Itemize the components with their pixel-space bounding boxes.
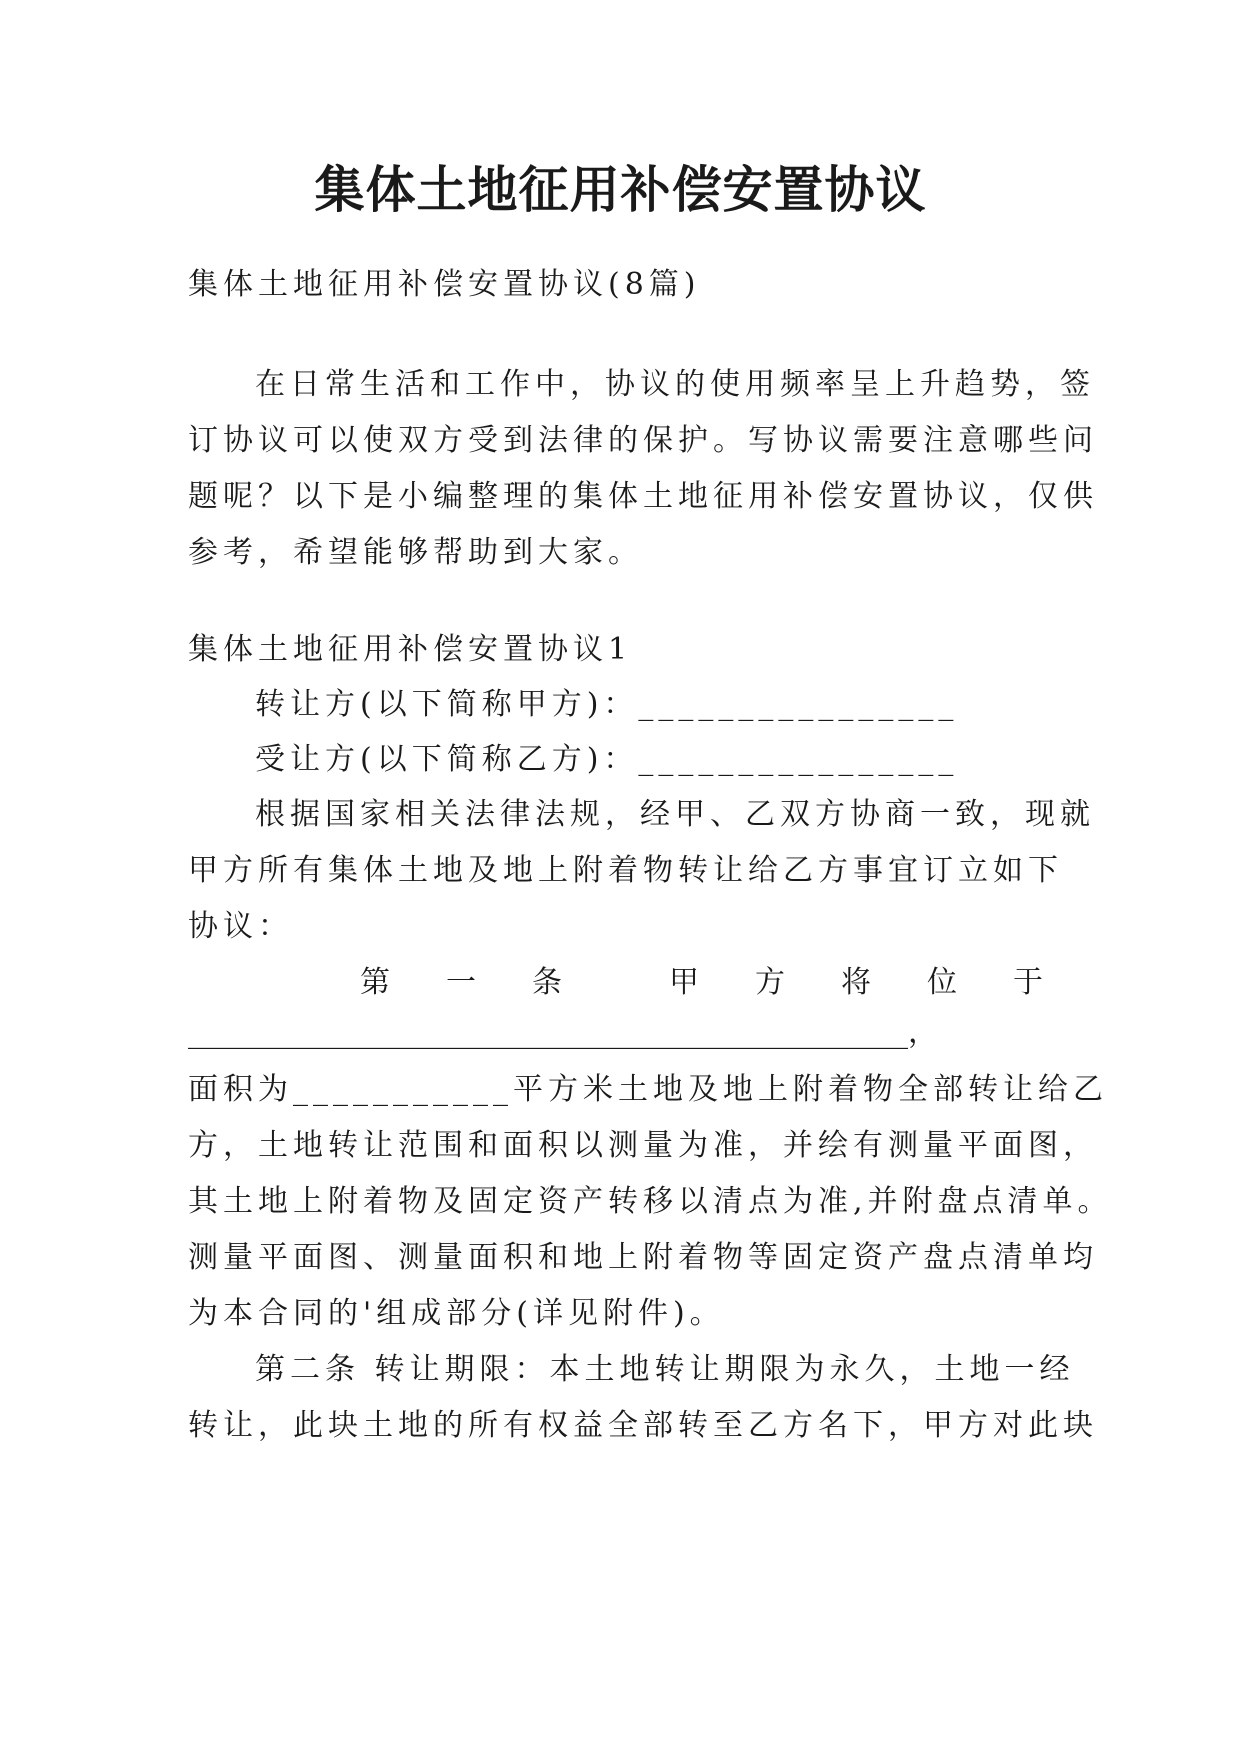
preamble-line: 甲方所有集体土地及地上附着物转让给乙方事宜订立如下 [188,853,1063,888]
article1-word: 将 [841,965,876,1000]
intro-line: 参考，希望能够帮助到大家。 [188,535,643,570]
document-title: 集体土地征用补偿安置协议 [314,161,927,219]
intro-line: 订协议可以使双方受到法律的保护。写协议需要注意哪些问 [188,423,1098,458]
article1-body-line: 方，土地转让范围和面积以测量为准，并绘有测量平面图， [188,1128,1098,1163]
article1-word: 位 [927,965,962,1000]
article2-line: 第二条 转让期限：本土地转让期限为永久，土地一经 [255,1352,1075,1387]
article1-word: 甲 [669,965,704,1000]
article1-word: 第 [360,965,395,1000]
article1-word: 方 [755,965,790,1000]
article1-body-line: 测量平面图、测量面积和地上附着物等固定资产盘点清单均 [188,1240,1098,1275]
article1-body-line: 为本合同的'组成部分(详见附件)。 [188,1296,725,1331]
article2-line: 转让，此块土地的所有权益全部转至乙方名下，甲方对此块 [188,1408,1098,1443]
preamble-line: 协议： [188,909,293,944]
article1-word: 于 [1013,965,1048,1000]
intro-line: 在日常生活和工作中，协议的使用频率呈上升趋势，签 [255,367,1095,402]
party-b-line: 受让方(以下简称乙方)：________________ [255,742,959,777]
article1-word: 条 [532,965,567,1000]
intro-line: 题呢？以下是小编整理的集体土地征用补偿安置协议，仅供 [188,479,1098,514]
article1-heading [360,963,1048,1003]
preamble-line: 根据国家相关法律法规，经甲、乙双方协商一致，现就 [255,797,1095,832]
article1-blank-line: ________________________________________________， [188,1015,938,1050]
article1-body-line: 面积为___________平方米土地及地上附着物全部转让给乙 [188,1072,1108,1107]
article1-body-line: 其土地上附着物及固定资产转移以清点为准,并附盘点清单。 [188,1184,1113,1219]
document-subtitle: 集体土地征用补偿安置协议(8篇) [188,267,701,302]
article1-word: 一 [446,965,481,1000]
section-heading: 集体土地征用补偿安置协议1 [188,632,633,667]
party-a-line: 转让方(以下简称甲方)：________________ [255,687,959,722]
